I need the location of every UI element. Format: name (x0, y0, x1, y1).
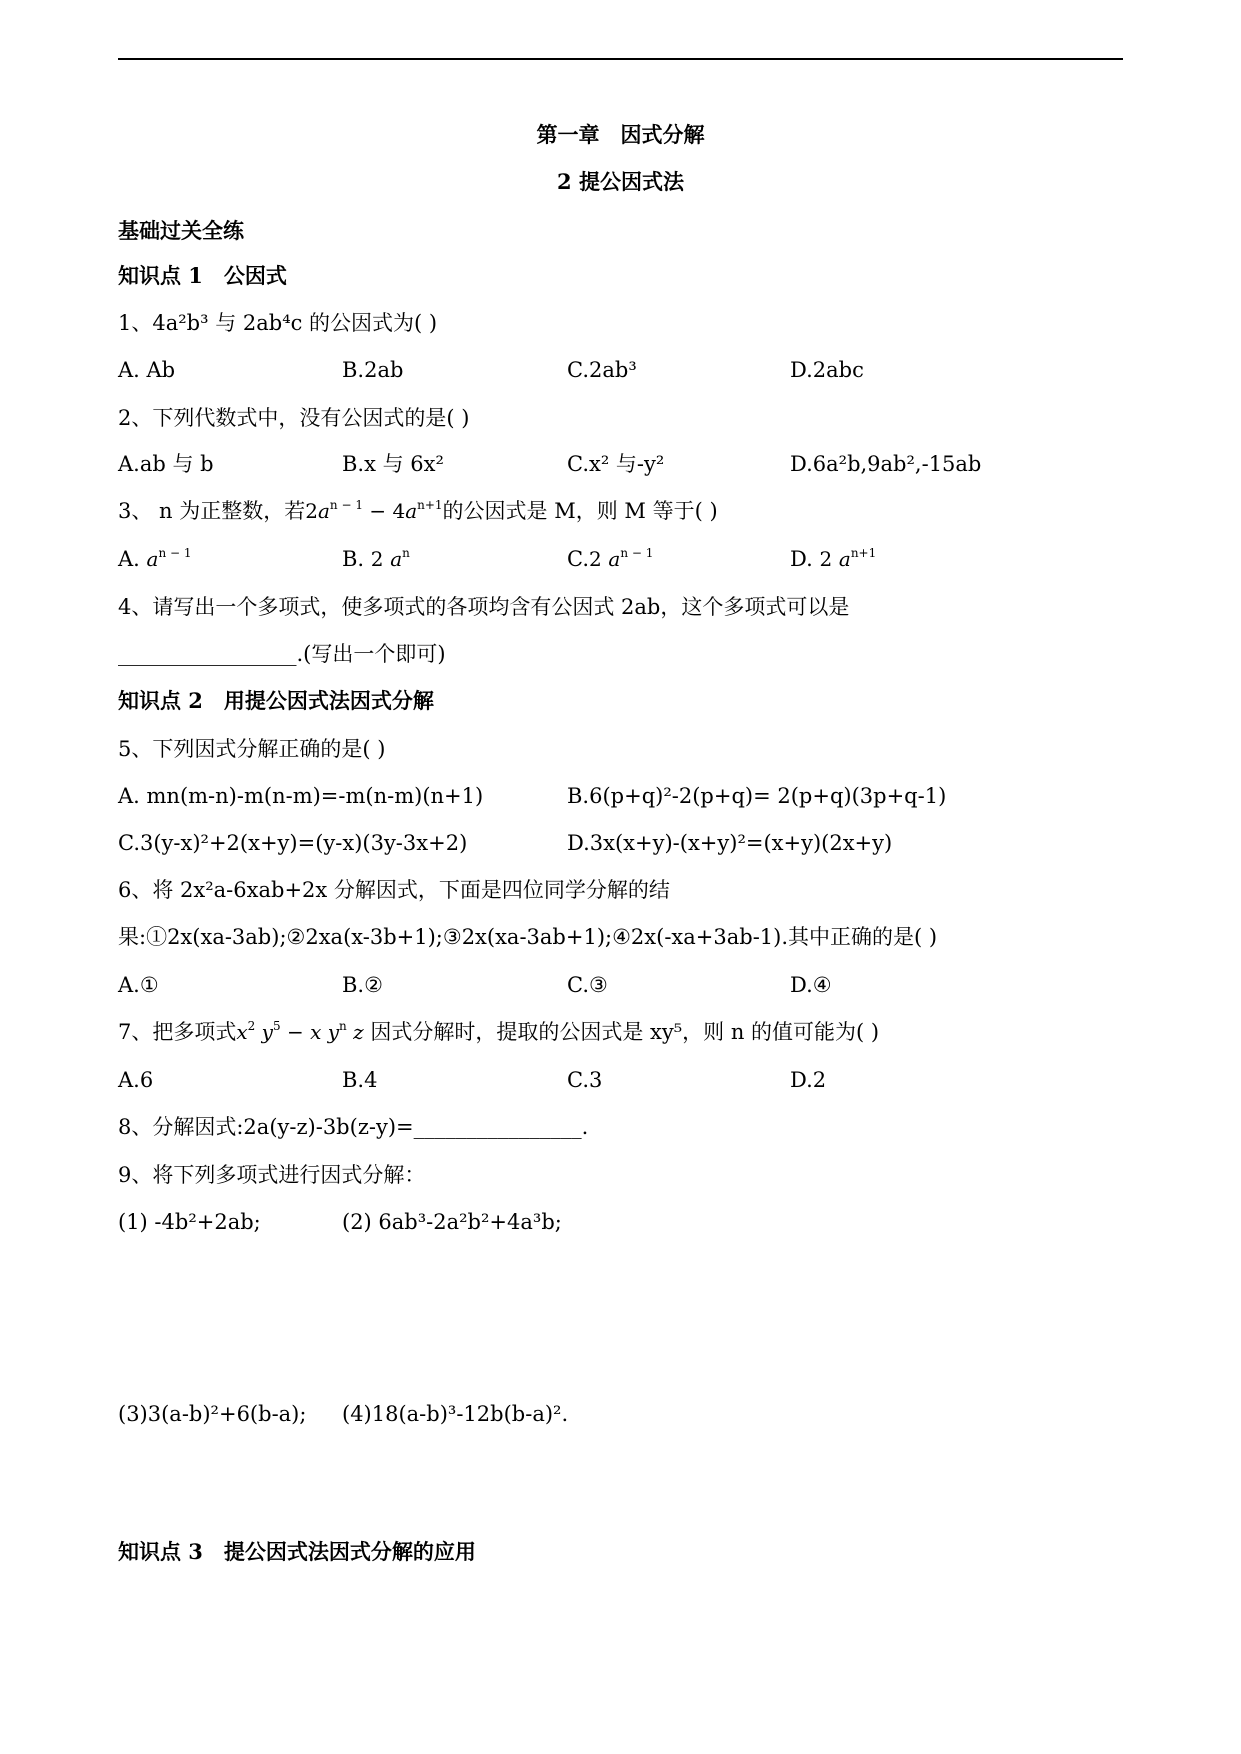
q3-exp-2: n+1 (417, 498, 443, 512)
q7-x-2: x (310, 1020, 322, 1044)
q7-suffix: 因式分解时，提取的公因式是 xy⁵，则 n 的值可能为( ) (363, 1020, 880, 1044)
q7-y-1: y (261, 1020, 273, 1044)
q1-option-d: D.2abc (790, 358, 864, 382)
q2-option-c: C.x² 与-y² (567, 452, 665, 476)
q7-exp-2: 5 (272, 1019, 281, 1033)
question-8: 8、分解因式:2a(y-z)-3b(z-y)=________________. (118, 1115, 589, 1139)
q7-option-c: C.3 (567, 1068, 603, 1092)
q6-option-a: A.① (118, 973, 159, 997)
q3-option-a (118, 544, 192, 574)
question-9: 9、将下列多项式进行因式分解： (118, 1163, 426, 1187)
q7-z: z (353, 1020, 364, 1044)
question-5: 5、下列因式分解正确的是( ) (118, 737, 386, 761)
knowledge-point-3-heading: 知识点 3 提公因式法因式分解的应用 (118, 1539, 476, 1564)
q3-coef-2: 4 (392, 499, 406, 523)
q6-option-c: C.③ (567, 973, 608, 997)
q7-x-1: x (236, 1020, 248, 1044)
q3-option-d-label: D. (790, 547, 820, 571)
q6-option-d: D.④ (790, 973, 832, 997)
q3-option-b-label: B. (342, 547, 371, 571)
q2-option-b: B.x 与 6x² (342, 452, 444, 476)
q7-y-2: y (327, 1020, 340, 1044)
q3-prefix: 3、 n 为正整数，若 (118, 499, 306, 523)
q9-item-3: (3)3(a-b)²+6(b-a); (118, 1402, 307, 1426)
q3-option-b-coef: 2 (370, 547, 384, 571)
q5-option-a: A. mn(m-n)-m(n-m)=-m(n-m)(n+1) (118, 784, 484, 808)
knowledge-point-1-heading: 知识点 1 公因式 (118, 263, 287, 288)
chapter-title: 第一章 因式分解 (536, 122, 705, 147)
q1-option-b: B.2ab (342, 358, 404, 382)
header-rule (118, 58, 1123, 60)
question-4: 4、请写出一个多项式，使多项式的各项均含有公因式 2ab，这个多项式可以是 (118, 595, 850, 619)
q7-option-b: B.4 (342, 1068, 378, 1092)
q1-option-c: C.2ab³ (567, 358, 637, 382)
question-3 (118, 496, 718, 526)
q2-option-d: D.6a²b,9ab²,-15ab (790, 452, 982, 476)
q9-item-4: (4)18(a-b)³-12b(b-a)². (342, 1402, 569, 1426)
question-2: 2、下列代数式中，没有公因式的是( ) (118, 406, 470, 430)
question-7 (118, 1017, 879, 1047)
q7-option-d: D.2 (790, 1068, 827, 1092)
q3-option-b-base: a (390, 547, 403, 571)
q3-option-c-coef: 2 (589, 547, 602, 571)
q9-item-2: (2) 6ab³-2a²b²+4a³b; (342, 1210, 562, 1234)
q3-expression (305, 499, 442, 523)
q7-exp-1: 2 (247, 1019, 256, 1033)
q3-option-c-label: C. (567, 547, 589, 571)
q3-option-d (790, 544, 876, 574)
q3-base-2: a (405, 499, 418, 523)
q3-minus: − (362, 499, 393, 523)
question-6-line-2: 果:①2x(xa-3ab);②2xa(x-3b+1);③2x(xa-3ab+1);④2x(-xa+3ab-1).其中正确的是( ) (118, 925, 938, 949)
q3-option-d-base: a (838, 547, 851, 571)
knowledge-point-2-heading: 知识点 2 用提公因式法因式分解 (118, 688, 434, 713)
q3-coef-1: 2 (305, 499, 318, 523)
q5-option-d: D.3x(x+y)-(x+y)²=(x+y)(2x+y) (567, 831, 893, 855)
q5-option-b: B.6(p+q)²-2(p+q)= 2(p+q)(3p+q-1) (567, 784, 947, 808)
q2-option-a: A.ab 与 b (118, 452, 214, 476)
q3-option-d-exp: n+1 (850, 546, 877, 560)
q7-option-a: A.6 (118, 1068, 154, 1092)
q7-minus: − (280, 1020, 311, 1044)
q3-option-b (342, 544, 410, 574)
q7-exp-3: n (339, 1019, 347, 1033)
q5-option-c: C.3(y-x)²+2(x+y)=(y-x)(3y-3x+2) (118, 831, 468, 855)
question-1: 1、4a²b³ 与 2ab⁴c 的公因式为( ) (118, 311, 438, 335)
q1-option-a: A. Ab (118, 358, 176, 382)
q3-option-d-coef: 2 (819, 547, 833, 571)
question-6-line-1: 6、将 2x²a-6xab+2x 分解因式，下面是四位同学分解的结 (118, 878, 670, 902)
q6-option-b: B.② (342, 973, 383, 997)
basic-practice-heading: 基础过关全练 (118, 218, 244, 243)
q3-suffix: 的公因式是 M，则 M 等于( ) (442, 499, 718, 523)
q3-option-c (567, 544, 653, 574)
q3-option-c-base: a (608, 547, 621, 571)
q7-expression (236, 1020, 363, 1044)
q3-option-b-exp: n (402, 546, 410, 560)
q3-option-a-label: A. (118, 547, 147, 571)
q3-option-a-base: a (146, 547, 159, 571)
q3-option-c-exp: n − 1 (620, 546, 654, 560)
q3-base-1: a (317, 499, 330, 523)
q3-option-a-exp: n − 1 (158, 546, 192, 560)
question-4-blank: _________________.(写出一个即可) (118, 642, 446, 666)
section-title: 2 提公因式法 (557, 169, 684, 194)
q3-exp-1: n − 1 (329, 498, 363, 512)
q7-prefix: 7、把多项式 (118, 1020, 237, 1044)
q9-item-1: (1) -4b²+2ab; (118, 1210, 261, 1234)
